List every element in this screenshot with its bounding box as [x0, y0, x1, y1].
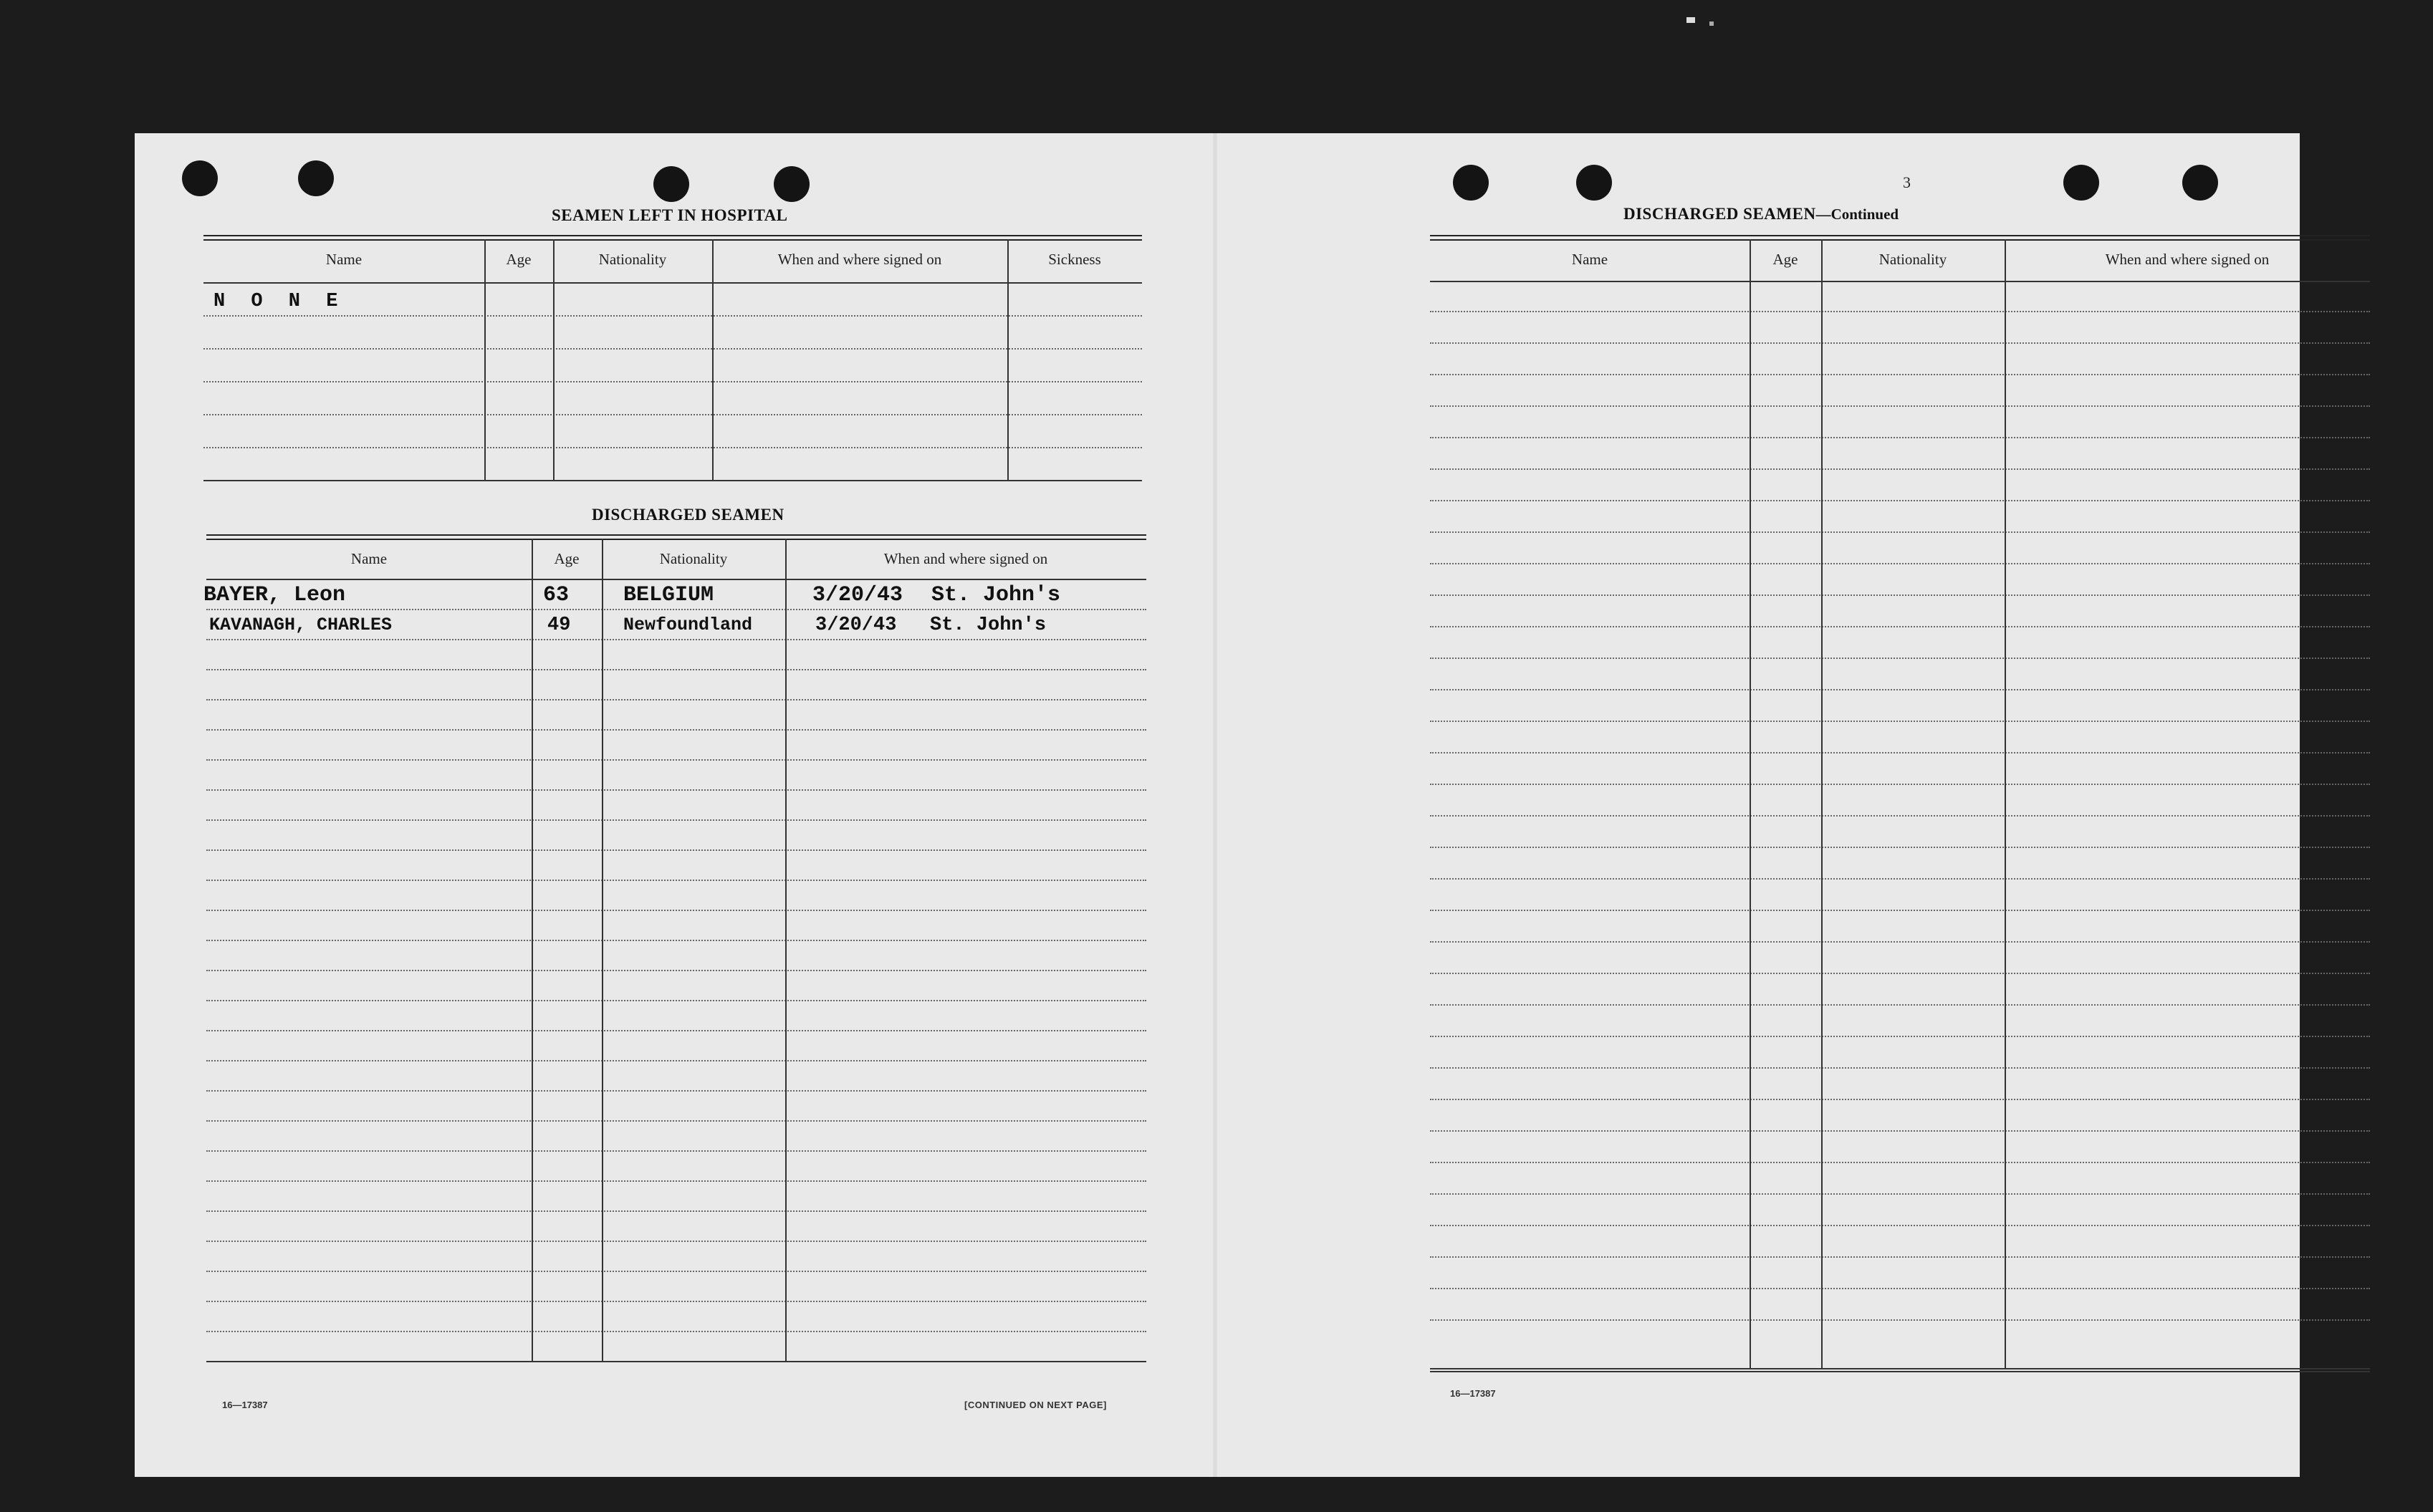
left-page	[135, 133, 1216, 1477]
discharged-col-name: Name	[350, 550, 388, 567]
punch-hole	[2182, 165, 2218, 201]
discharged-row-1-date: 3/20/43	[812, 583, 903, 607]
continued-note: [CONTINUED ON NEXT PAGE]	[964, 1400, 1107, 1410]
punch-hole	[1453, 165, 1489, 201]
continued-col-signed-on: When and where signed on	[2105, 251, 2270, 268]
punch-hole	[774, 166, 810, 202]
scan-speck	[1709, 21, 1714, 26]
discharged-table	[203, 534, 1146, 1394]
form-number: 16—17387	[222, 1400, 268, 1410]
hospital-col-nationality: Nationality	[598, 251, 667, 268]
discharged-row-1-name: BAYER, Leon	[203, 583, 346, 607]
discharged-row-2-place: St. John's	[930, 615, 1047, 636]
hospital-section-title: SEAMEN LEFT IN HOSPITAL	[552, 206, 788, 224]
right-page	[1216, 133, 2300, 1477]
discharged-row-1-nationality: BELGIUM	[623, 583, 714, 607]
discharged-col-age: Age	[554, 550, 580, 567]
discharged-row-1-place: St. John's	[931, 583, 1061, 607]
discharged-col-signed-on: When and where signed on	[883, 550, 1048, 567]
punch-hole	[2063, 165, 2099, 201]
punch-hole	[298, 160, 334, 196]
hospital-col-age: Age	[506, 251, 532, 268]
punch-hole	[182, 160, 218, 196]
discharged-row-1-age: 63	[543, 583, 570, 607]
discharged-row-2-date: 3/20/43	[815, 615, 897, 636]
hospital-col-signed-on: When and where signed on	[777, 251, 942, 268]
hospital-col-sickness: Sickness	[1048, 251, 1101, 268]
discharged-section-title: DISCHARGED SEAMEN	[592, 506, 784, 524]
continued-col-name: Name	[1571, 251, 1608, 268]
continued-col-age: Age	[1772, 251, 1798, 268]
discharged-continued-table	[1430, 235, 2370, 1381]
form-number-right: 16—17387	[1450, 1388, 1496, 1399]
punch-hole	[653, 166, 689, 202]
scan-speck	[1686, 17, 1695, 23]
discharged-row-2-name: KAVANAGH, CHARLES	[209, 615, 393, 635]
page-number: 3	[1903, 173, 1911, 191]
hospital-col-name: Name	[325, 251, 363, 268]
punch-hole	[1576, 165, 1612, 201]
discharged-row-2-age: 49	[547, 615, 571, 636]
document-sheet	[135, 133, 2300, 1477]
discharged-continued-title: DISCHARGED SEAMEN—Continued	[1623, 205, 1899, 223]
continued-col-nationality: Nationality	[1878, 251, 1947, 268]
hospital-entry-none: N O N E	[213, 291, 345, 312]
discharged-row-2-nationality: Newfoundland	[623, 615, 753, 635]
discharged-col-nationality: Nationality	[659, 550, 728, 567]
